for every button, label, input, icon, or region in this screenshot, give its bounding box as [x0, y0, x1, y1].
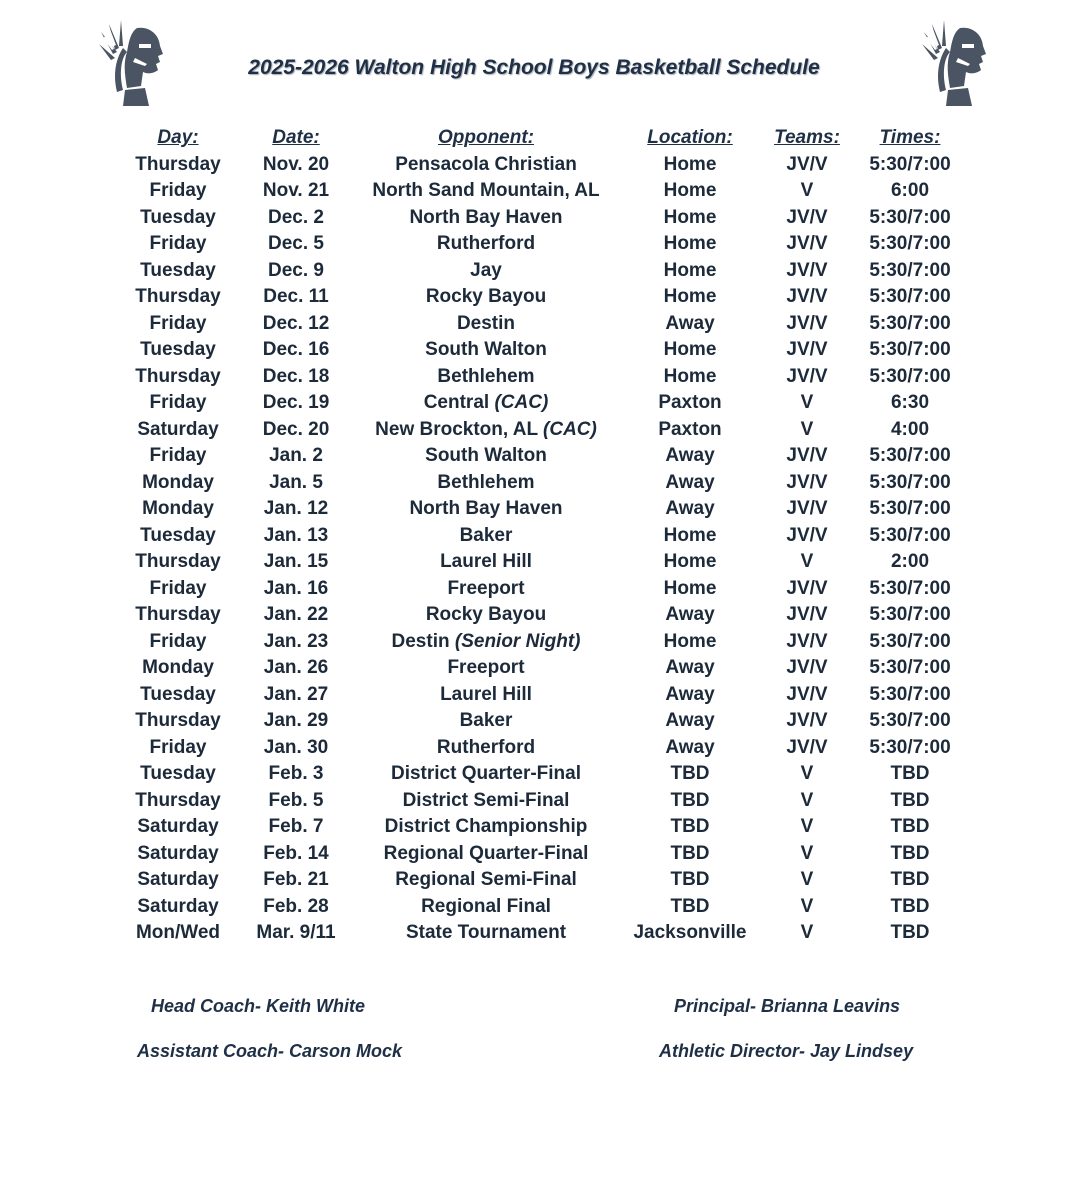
header-opponent: Opponent: — [437, 127, 535, 149]
teams-cell: V — [800, 551, 814, 573]
table-row — [0, 231, 1068, 258]
location-cell: TBD — [670, 869, 710, 891]
location-cell: Away — [665, 445, 715, 467]
teams-cell: JV/V — [786, 498, 828, 520]
teams-cell: JV/V — [786, 153, 828, 175]
location-cell: Home — [663, 206, 717, 228]
location-cell: Home — [663, 339, 717, 361]
teams-cell: V — [800, 816, 814, 838]
day-cell: Thursday — [135, 710, 221, 732]
teams-cell: JV/V — [786, 312, 828, 334]
opponent-cell — [355, 525, 617, 547]
opponent-cell — [355, 445, 617, 467]
times-cell: TBD — [890, 895, 930, 917]
opponent-name: State Tournament — [405, 922, 567, 944]
date-cell: Jan. 13 — [263, 524, 329, 546]
teams-cell: V — [800, 763, 814, 785]
times-cell: 5:30/7:00 — [869, 365, 951, 387]
location-cell: Home — [663, 153, 717, 175]
teams-cell: JV/V — [786, 630, 828, 652]
date-cell: Jan. 5 — [269, 471, 323, 493]
day-cell: Tuesday — [140, 339, 216, 361]
teams-cell: JV/V — [786, 445, 828, 467]
location-cell: TBD — [670, 895, 710, 917]
day-cell: Thursday — [135, 153, 221, 175]
day-cell: Monday — [142, 657, 214, 679]
opponent-name: Regional Semi-Final — [395, 869, 577, 891]
date-cell: Dec. 5 — [268, 233, 324, 255]
date-cell: Feb. 28 — [263, 895, 329, 917]
day-cell: Friday — [149, 630, 207, 652]
table-row — [0, 920, 1068, 947]
date-cell: Mar. 9/11 — [256, 922, 336, 944]
date-cell: Jan. 2 — [269, 445, 323, 467]
location-cell: Home — [663, 577, 717, 599]
times-cell: TBD — [890, 789, 930, 811]
times-cell: 2:00 — [890, 551, 930, 573]
opponent-name: Baker — [459, 524, 513, 546]
times-cell: 5:30/7:00 — [869, 286, 951, 308]
day-cell: Thursday — [135, 286, 221, 308]
date-cell: Feb. 5 — [268, 789, 324, 811]
location-cell: TBD — [670, 763, 710, 785]
table-row — [0, 258, 1068, 285]
date-cell: Nov. 21 — [262, 180, 330, 202]
times-cell: 5:30/7:00 — [869, 710, 951, 732]
teams-cell: JV/V — [786, 339, 828, 361]
location-cell: Away — [665, 604, 715, 626]
table-row — [0, 337, 1068, 364]
page-title: 2025-2026 Walton High School Boys Basketball Schedule — [248, 56, 820, 79]
head-coach: Head Coach- Keith White — [151, 996, 366, 1016]
teams-cell: JV/V — [786, 657, 828, 679]
opponent-name: North Bay Haven — [409, 206, 563, 228]
date-cell: Jan. 23 — [263, 630, 329, 652]
table-row — [0, 602, 1068, 629]
opponent-cell — [355, 180, 617, 202]
opponent-name: District Quarter-Final — [390, 763, 582, 785]
opponent-cell — [355, 631, 617, 653]
opponent-note: (Senior Night) — [454, 630, 581, 652]
location-cell: Home — [663, 551, 717, 573]
times-cell: TBD — [890, 816, 930, 838]
times-cell: 5:30/7:00 — [869, 498, 951, 520]
opponent-name: North Sand Mountain, AL — [372, 180, 600, 202]
times-cell: 5:30/7:00 — [869, 736, 951, 758]
teams-cell: JV/V — [786, 604, 828, 626]
table-header — [0, 125, 1068, 152]
day-cell: Tuesday — [140, 259, 216, 281]
date-cell: Dec. 12 — [262, 312, 330, 334]
assistant-coach: Assistant Coach- Carson Mock — [137, 1041, 403, 1061]
day-cell: Friday — [149, 736, 207, 758]
location-cell: Away — [665, 498, 715, 520]
opponent-cell — [355, 657, 617, 679]
table-row — [0, 152, 1068, 179]
opponent-name: District Semi-Final — [402, 789, 570, 811]
teams-cell: V — [800, 895, 814, 917]
opponent-name: Jay — [470, 259, 502, 281]
times-cell: 5:30/7:00 — [869, 524, 951, 546]
location-cell: Away — [665, 683, 715, 705]
table-row — [0, 549, 1068, 576]
location-cell: Away — [665, 312, 715, 334]
location-cell: TBD — [670, 842, 710, 864]
opponent-name: Pensacola Christian — [395, 153, 577, 175]
times-cell: 4:00 — [890, 418, 930, 440]
opponent-name: Laurel Hill — [440, 683, 532, 705]
teams-cell: JV/V — [786, 206, 828, 228]
table-row — [0, 284, 1068, 311]
opponent-cell — [355, 339, 617, 361]
location-cell: Paxton — [658, 418, 722, 440]
opponent-name: Freeport — [447, 577, 525, 599]
location-cell: Home — [663, 365, 717, 387]
date-cell: Jan. 15 — [263, 551, 329, 573]
teams-cell: V — [800, 869, 814, 891]
location-cell: TBD — [670, 789, 710, 811]
teams-cell: V — [800, 180, 814, 202]
times-cell: 5:30/7:00 — [869, 206, 951, 228]
day-cell: Friday — [149, 577, 207, 599]
times-cell: 5:30/7:00 — [869, 657, 951, 679]
opponent-cell — [355, 498, 617, 520]
teams-cell: JV/V — [786, 286, 828, 308]
opponent-cell — [355, 684, 617, 706]
date-cell: Feb. 14 — [263, 842, 329, 864]
location-cell: Home — [663, 630, 717, 652]
times-cell: 5:30/7:00 — [869, 312, 951, 334]
date-cell: Dec. 9 — [268, 259, 324, 281]
opponent-cell — [355, 154, 617, 176]
table-row — [0, 788, 1068, 815]
teams-cell: JV/V — [786, 524, 828, 546]
location-cell: Home — [663, 524, 717, 546]
location-cell: TBD — [670, 816, 710, 838]
day-cell: Mon/Wed — [135, 922, 221, 944]
location-cell: Away — [665, 710, 715, 732]
table-row — [0, 629, 1068, 656]
day-cell: Friday — [149, 312, 207, 334]
table-row — [0, 496, 1068, 523]
table-row — [0, 894, 1068, 921]
day-cell: Thursday — [135, 365, 221, 387]
opponent-name: South Walton — [425, 445, 547, 467]
opponent-cell — [355, 366, 617, 388]
times-cell: TBD — [890, 842, 930, 864]
opponent-cell — [355, 233, 617, 255]
day-cell: Tuesday — [140, 763, 216, 785]
location-cell: Away — [665, 471, 715, 493]
date-cell: Jan. 22 — [263, 604, 329, 626]
teams-cell: JV/V — [786, 365, 828, 387]
opponent-cell — [355, 286, 617, 308]
date-cell: Jan. 16 — [263, 577, 329, 599]
day-cell: Thursday — [135, 604, 221, 626]
opponent-cell — [355, 922, 617, 944]
teams-cell: JV/V — [786, 577, 828, 599]
day-cell: Saturday — [137, 418, 219, 440]
opponent-name: South Walton — [425, 339, 547, 361]
table-row — [0, 576, 1068, 603]
location-cell: Home — [663, 286, 717, 308]
opponent-name: Rutherford — [436, 736, 536, 758]
opponent-cell — [355, 472, 617, 494]
opponent-name: Regional Final — [421, 895, 551, 917]
opponent-name: New Brockton, AL — [375, 418, 538, 440]
date-cell: Jan. 12 — [263, 498, 329, 520]
times-cell: 5:30/7:00 — [869, 630, 951, 652]
opponent-cell — [355, 710, 617, 732]
date-cell: Dec. 19 — [262, 392, 330, 414]
opponent-cell — [355, 763, 617, 785]
location-cell: Away — [665, 736, 715, 758]
opponent-cell — [355, 551, 617, 573]
day-cell: Tuesday — [140, 683, 216, 705]
header-times: Times: — [879, 127, 941, 149]
opponent-cell — [355, 604, 617, 626]
day-cell: Tuesday — [140, 206, 216, 228]
principal: Principal- Brianna Leavins — [674, 996, 901, 1016]
times-cell: 5:30/7:00 — [869, 259, 951, 281]
day-cell: Friday — [149, 180, 207, 202]
times-cell: TBD — [890, 922, 930, 944]
day-cell: Thursday — [135, 551, 221, 573]
teams-cell: JV/V — [786, 736, 828, 758]
table-row — [0, 390, 1068, 417]
opponent-name: Destin — [391, 630, 450, 652]
date-cell: Feb. 3 — [268, 763, 324, 785]
table-row — [0, 364, 1068, 391]
opponent-cell — [355, 392, 617, 414]
table-row — [0, 470, 1068, 497]
header-location: Location: — [647, 127, 733, 149]
times-cell: 5:30/7:00 — [869, 604, 951, 626]
opponent-name: Destin — [456, 312, 516, 334]
teams-cell: V — [800, 922, 814, 944]
date-cell: Dec. 20 — [262, 418, 330, 440]
opponent-name: Rocky Bayou — [425, 286, 547, 308]
date-cell: Jan. 27 — [263, 683, 329, 705]
location-cell: Home — [663, 259, 717, 281]
location-cell: Paxton — [658, 392, 722, 414]
teams-cell: JV/V — [786, 471, 828, 493]
date-cell: Jan. 29 — [263, 710, 329, 732]
opponent-name: Rocky Bayou — [425, 604, 547, 626]
table-row — [0, 841, 1068, 868]
teams-cell: V — [800, 789, 814, 811]
table-row — [0, 655, 1068, 682]
table-row — [0, 417, 1068, 444]
opponent-name: North Bay Haven — [409, 498, 563, 520]
opponent-note: (CAC) — [543, 418, 597, 440]
opponent-name: Bethlehem — [437, 365, 535, 387]
opponent-name: Rutherford — [436, 233, 536, 255]
day-cell: Friday — [149, 392, 207, 414]
opponent-cell — [355, 737, 617, 759]
athletic-director: Athletic Director- Jay Lindsey — [659, 1041, 914, 1061]
times-cell: TBD — [890, 869, 930, 891]
date-cell: Feb. 7 — [268, 816, 324, 838]
table-row — [0, 205, 1068, 232]
teams-cell: V — [800, 418, 814, 440]
day-cell: Saturday — [137, 869, 219, 891]
day-cell: Monday — [142, 498, 214, 520]
times-cell: 5:30/7:00 — [869, 153, 951, 175]
opponent-cell — [355, 419, 617, 441]
opponent-name: Freeport — [447, 657, 525, 679]
date-cell: Jan. 26 — [263, 657, 329, 679]
opponent-note: (CAC) — [494, 392, 549, 414]
day-cell: Friday — [149, 233, 207, 255]
times-cell: 5:30/7:00 — [869, 339, 951, 361]
times-cell: TBD — [890, 763, 930, 785]
times-cell: 5:30/7:00 — [869, 577, 951, 599]
location-cell: Home — [663, 233, 717, 255]
opponent-cell — [355, 896, 617, 918]
date-cell: Nov. 20 — [262, 153, 330, 175]
schedule-table — [0, 125, 1068, 947]
day-cell: Friday — [149, 445, 207, 467]
times-cell: 5:30/7:00 — [869, 683, 951, 705]
opponent-name: Laurel Hill — [440, 551, 532, 573]
times-cell: 6:30 — [890, 392, 930, 414]
table-row — [0, 761, 1068, 788]
table-row — [0, 814, 1068, 841]
teams-cell: JV/V — [786, 710, 828, 732]
date-cell: Dec. 11 — [263, 286, 329, 308]
table-row — [0, 311, 1068, 338]
day-cell: Tuesday — [140, 524, 216, 546]
table-row — [0, 682, 1068, 709]
date-cell: Dec. 18 — [262, 365, 330, 387]
table-row — [0, 867, 1068, 894]
date-cell: Dec. 16 — [262, 339, 330, 361]
table-row — [0, 735, 1068, 762]
location-cell: Away — [665, 657, 715, 679]
header-day: Day: — [157, 127, 199, 149]
header-date: Date: — [272, 127, 320, 149]
opponent-cell — [355, 578, 617, 600]
teams-cell: JV/V — [786, 259, 828, 281]
header-teams: Teams: — [774, 127, 840, 149]
opponent-name: Bethlehem — [437, 471, 535, 493]
location-cell: Jacksonville — [633, 922, 747, 944]
times-cell: 5:30/7:00 — [869, 471, 951, 493]
opponent-cell — [355, 313, 617, 335]
times-cell: 5:30/7:00 — [869, 233, 951, 255]
opponent-cell — [355, 260, 617, 282]
opponent-name: Regional Quarter-Final — [383, 842, 589, 864]
day-cell: Monday — [142, 471, 214, 493]
opponent-cell — [355, 816, 617, 838]
date-cell: Feb. 21 — [263, 869, 329, 891]
date-cell: Dec. 2 — [268, 206, 324, 228]
opponent-cell — [355, 207, 617, 229]
table-row — [0, 708, 1068, 735]
teams-cell: JV/V — [786, 683, 828, 705]
times-cell: 5:30/7:00 — [869, 445, 951, 467]
day-cell: Thursday — [135, 789, 221, 811]
opponent-cell — [355, 869, 617, 891]
day-cell: Saturday — [137, 842, 219, 864]
day-cell: Saturday — [137, 895, 219, 917]
day-cell: Saturday — [137, 816, 219, 838]
table-row — [0, 443, 1068, 470]
opponent-name: District Championship — [384, 816, 588, 838]
location-cell: Home — [663, 180, 717, 202]
opponent-name: Central — [423, 392, 490, 414]
opponent-name: Baker — [459, 710, 513, 732]
opponent-cell — [355, 843, 617, 865]
table-row — [0, 523, 1068, 550]
table-body — [0, 152, 1068, 947]
opponent-cell — [355, 790, 617, 812]
table-row — [0, 178, 1068, 205]
date-cell: Jan. 30 — [263, 736, 329, 758]
teams-cell: V — [800, 392, 814, 414]
teams-cell: V — [800, 842, 814, 864]
teams-cell: JV/V — [786, 233, 828, 255]
times-cell: 6:00 — [890, 180, 930, 202]
